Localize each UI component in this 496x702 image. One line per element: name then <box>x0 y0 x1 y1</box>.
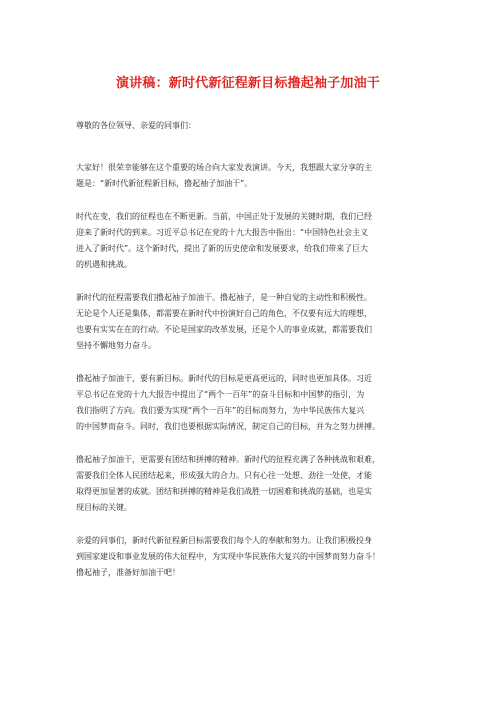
paragraph-line: 坚持不懈地努力奋斗。 <box>76 341 156 350</box>
paragraph-line: 题是：“新时代新征程新目标，撸起袖子加油干”。 <box>76 179 253 188</box>
paragraph-2 <box>76 209 430 273</box>
paragraph-line: 亲爱的同事们，新时代新征程新目标需要我们每个人的奉献和努力。让我们积极投身 <box>76 536 372 545</box>
paragraph-line: 取得更加显著的成就。团结和拼搏的精神是我们战胜一切困难和挑战的基础，也是实 <box>76 487 372 496</box>
paragraph-3 <box>76 290 430 354</box>
paragraph-line: 大家好！很荣幸能够在这个重要的场合向大家发表演讲。今天，我想跟大家分享的主 <box>76 163 372 172</box>
paragraph-4 <box>76 371 430 435</box>
paragraph-line: 新时代的征程需要我们撸起袖子加油干。撸起袖子，是一种自觉的主动性和积极性。 <box>76 293 372 302</box>
paragraph-line: 进入了新时代”。这个新时代，提出了新的历史使命和发展要求，给我们带来了巨大 <box>76 244 369 253</box>
paragraph-6 <box>76 533 430 581</box>
paragraph-line: 撸起袖子，准备好加油干吧！ <box>76 568 180 577</box>
paragraph-1 <box>76 160 430 192</box>
paragraph-line: 到国家建设和事业发展的伟大征程中，为实现中华民族伟大复兴的中国梦而努力奋斗！ <box>76 552 380 561</box>
paragraph-line: 我们指明了方向。我们要为实现“两个一百年”的目标而努力，为中华民族伟大复兴 <box>76 406 365 415</box>
paragraph-line: 迎来了新时代的到来。习近平总书记在党的十九大报告中指出：“中国特色社会主义 <box>76 228 369 237</box>
paragraph-line: 平总书记在党的十九大报告中提出了“两个一百年”的奋斗目标和中国梦的指引，为 <box>76 390 365 399</box>
paragraph-line: 无论是个人还是集体，都需要在新时代中扮演好自己的角色，不仅要有远大的理想， <box>76 309 372 318</box>
paragraph-5 <box>76 452 430 516</box>
paragraph-line: 的机遇和挑战。 <box>76 260 132 269</box>
paragraph-line: 撸起袖子加油干，更需要有团结和拼搏的精神。新时代的征程充满了各种挑战和艰难， <box>76 455 380 464</box>
paragraph-line: 的中国梦而奋斗。同时，我们也要根据实际情况，制定自己的目标，并为之努力拼搏。 <box>76 422 380 431</box>
greeting <box>76 118 430 134</box>
document-title: 演讲稿：新时代新征程新目标撸起袖子加油干 <box>115 76 380 91</box>
paragraph-line: 需要我们全体人民团结起来，形成强大的合力。只有心往一处想、劲往一处使，才能 <box>76 471 372 480</box>
greeting-line: 尊敬的各位领导、亲爱的同事们： <box>76 121 196 130</box>
paragraph-line: 现目标的关键。 <box>76 503 132 512</box>
paragraph-line: 时代在变，我们的征程也在不断更新。当前，中国正处于发展的关键时期，我们已经 <box>76 212 372 221</box>
paragraph-line: 撸起袖子加油干，要有新目标。新时代的目标是更高更远的，同时也更加具体。习近 <box>76 374 372 383</box>
paragraph-line: 也要有实实在在的行动。不论是国家的改革发展，还是个人的事业成就，都需要我们 <box>76 325 372 334</box>
